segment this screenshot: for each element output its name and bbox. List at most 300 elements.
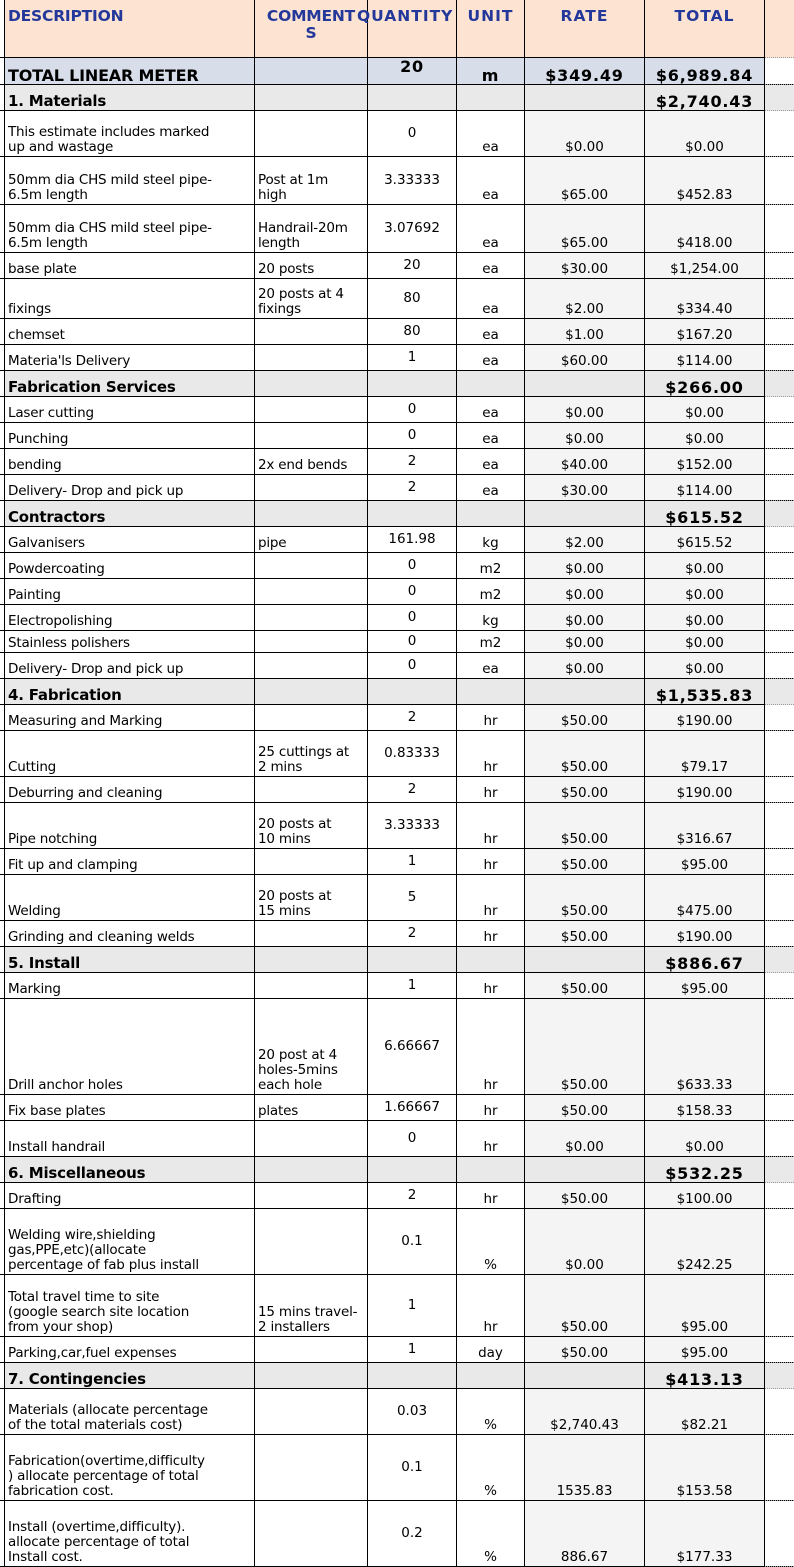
cell-unit[interactable] — [457, 631, 525, 652]
header-unit[interactable] — [457, 0, 525, 57]
cell-total[interactable] — [645, 605, 765, 630]
summary-rate[interactable] — [525, 58, 645, 84]
cell-quantity[interactable] — [368, 679, 457, 704]
cell-quantity[interactable] — [368, 475, 457, 500]
cell-unit[interactable] — [457, 605, 525, 630]
summary-comments[interactable] — [255, 58, 368, 84]
cell-total[interactable] — [645, 1363, 765, 1388]
cell-total[interactable] — [645, 731, 765, 776]
cell-total[interactable] — [645, 501, 765, 526]
cell-quantity[interactable] — [368, 553, 457, 578]
cell-unit-text: m2 — [479, 587, 502, 603]
cell-comments[interactable] — [255, 653, 368, 678]
cell-unit[interactable] — [457, 1209, 525, 1274]
cell-unit[interactable] — [457, 1435, 525, 1500]
cell-quantity[interactable] — [368, 1435, 457, 1500]
cell-quantity-text: 161.98 — [388, 531, 436, 547]
cell-comments[interactable] — [255, 679, 368, 704]
cell-quantity-text: 1 — [407, 1341, 417, 1357]
cell-description[interactable] — [5, 205, 255, 252]
cell-description[interactable] — [5, 279, 255, 318]
header-rate[interactable] — [525, 0, 645, 57]
cell-comments[interactable] — [255, 849, 368, 874]
cell-quantity[interactable] — [368, 921, 457, 946]
cell-rate[interactable] — [525, 553, 645, 578]
cell-quantity[interactable] — [368, 973, 457, 998]
cell-quantity[interactable] — [368, 803, 457, 848]
cell-quantity[interactable] — [368, 1183, 457, 1208]
cell-unit[interactable] — [457, 653, 525, 678]
cell-quantity[interactable] — [368, 205, 457, 252]
cell-description[interactable] — [5, 849, 255, 874]
cell-rate[interactable] — [525, 475, 645, 500]
cell-comments[interactable] — [255, 1435, 368, 1500]
cell-total[interactable] — [645, 111, 765, 156]
cell-rate[interactable] — [525, 631, 645, 652]
cell-rate[interactable] — [525, 1501, 645, 1566]
cell-comments[interactable] — [255, 205, 368, 252]
cell-rate[interactable] — [525, 849, 645, 874]
cell-rate[interactable] — [525, 1157, 645, 1182]
cell-description[interactable] — [5, 803, 255, 848]
cell-rate[interactable] — [525, 999, 645, 1094]
cell-rate-text: $0.00 — [565, 661, 604, 677]
cell-rate[interactable] — [525, 653, 645, 678]
cell-total[interactable] — [645, 705, 765, 730]
cell-total[interactable] — [645, 319, 765, 344]
cell-total[interactable] — [645, 1501, 765, 1566]
cell-quantity[interactable] — [368, 423, 457, 448]
cell-unit[interactable] — [457, 1389, 525, 1434]
cell-rate[interactable] — [525, 1095, 645, 1120]
cell-total[interactable] — [645, 973, 765, 998]
cell-unit[interactable] — [457, 947, 525, 972]
cell-rate[interactable] — [525, 1275, 645, 1336]
cell-rate[interactable] — [525, 679, 645, 704]
cell-rate[interactable] — [525, 501, 645, 526]
cell-comments[interactable] — [255, 397, 368, 422]
cell-unit[interactable] — [457, 397, 525, 422]
summary-description[interactable] — [5, 58, 255, 84]
cell-quantity[interactable] — [368, 605, 457, 630]
header-comments[interactable] — [255, 0, 368, 57]
cell-rate[interactable] — [525, 705, 645, 730]
cell-quantity[interactable] — [368, 875, 457, 920]
cell-description-text: Painting — [8, 587, 61, 603]
cell-rate[interactable] — [525, 527, 645, 552]
header-total[interactable] — [645, 0, 765, 57]
cell-total[interactable] — [645, 1275, 765, 1336]
cell-description[interactable] — [5, 653, 255, 678]
cell-unit[interactable] — [457, 345, 525, 370]
cell-comments[interactable] — [255, 631, 368, 652]
header-description[interactable] — [5, 0, 255, 57]
cell-total[interactable] — [645, 1121, 765, 1156]
cell-unit[interactable] — [457, 501, 525, 526]
cell-total-text: $334.40 — [676, 301, 733, 317]
cell-rate[interactable] — [525, 85, 645, 110]
summary-total[interactable] — [645, 58, 765, 84]
cell-description[interactable] — [5, 731, 255, 776]
cell-total[interactable] — [645, 423, 765, 448]
cell-description[interactable] — [5, 1157, 255, 1182]
cell-description[interactable] — [5, 1095, 255, 1120]
cell-unit[interactable] — [457, 849, 525, 874]
cell-quantity[interactable] — [368, 731, 457, 776]
cell-total[interactable] — [645, 1183, 765, 1208]
cell-unit[interactable] — [457, 803, 525, 848]
cell-comments[interactable] — [255, 1209, 368, 1274]
cell-comments[interactable] — [255, 279, 368, 318]
cell-comments[interactable] — [255, 527, 368, 552]
table-row — [0, 731, 794, 777]
cell-total[interactable] — [645, 921, 765, 946]
cell-description[interactable] — [5, 527, 255, 552]
cell-comments[interactable] — [255, 1337, 368, 1362]
cell-total[interactable] — [645, 527, 765, 552]
cell-total[interactable] — [645, 653, 765, 678]
cell-comments[interactable] — [255, 705, 368, 730]
cell-rate[interactable] — [525, 205, 645, 252]
cell-unit-text: ea — [482, 261, 499, 277]
cell-quantity[interactable] — [368, 1363, 457, 1388]
cell-rate[interactable] — [525, 1209, 645, 1274]
cell-unit[interactable] — [457, 423, 525, 448]
cell-quantity[interactable] — [368, 1157, 457, 1182]
cell-unit-text: hr — [483, 1077, 498, 1093]
cell-unit[interactable] — [457, 705, 525, 730]
cell-comments[interactable] — [255, 253, 368, 278]
cell-total-text: $1,254.00 — [670, 261, 739, 277]
cell-rate[interactable] — [525, 947, 645, 972]
cell-rate[interactable] — [525, 973, 645, 998]
cell-rate[interactable] — [525, 1389, 645, 1434]
cell-comments[interactable] — [255, 921, 368, 946]
cell-unit[interactable] — [457, 553, 525, 578]
cell-total[interactable] — [645, 875, 765, 920]
cell-unit[interactable] — [457, 999, 525, 1094]
cell-description[interactable] — [5, 371, 255, 396]
cell-comments[interactable] — [255, 111, 368, 156]
cell-description-text: 50mm dia CHS mild steel pipe- 6.5m length — [8, 220, 212, 251]
cell-comments[interactable] — [255, 85, 368, 110]
cell-total[interactable] — [645, 679, 765, 704]
cell-unit[interactable] — [457, 371, 525, 396]
cell-unit[interactable] — [457, 731, 525, 776]
cell-rate-text: $50.00 — [560, 831, 609, 847]
cell-comments[interactable] — [255, 553, 368, 578]
cell-total[interactable] — [645, 253, 765, 278]
cell-quantity[interactable] — [368, 253, 457, 278]
cell-rate-text: $0.00 — [565, 561, 604, 577]
cell-unit[interactable] — [457, 1337, 525, 1362]
cell-rate-text: $50.00 — [560, 785, 609, 801]
cell-quantity[interactable] — [368, 777, 457, 802]
cell-comments[interactable] — [255, 157, 368, 204]
cell-comments[interactable] — [255, 605, 368, 630]
cell-rate[interactable] — [525, 579, 645, 604]
cell-rate-text: $50.00 — [560, 1077, 609, 1093]
cell-rate[interactable] — [525, 1337, 645, 1362]
row-tail — [765, 999, 794, 1095]
cell-rate[interactable] — [525, 345, 645, 370]
cell-description[interactable] — [5, 1209, 255, 1274]
cell-total-text: $177.33 — [676, 1549, 733, 1565]
cell-quantity[interactable] — [368, 653, 457, 678]
cell-unit[interactable] — [457, 449, 525, 474]
cell-unit[interactable] — [457, 279, 525, 318]
cell-quantity[interactable] — [368, 371, 457, 396]
cell-description[interactable] — [5, 1435, 255, 1500]
cell-comments[interactable] — [255, 475, 368, 500]
cell-quantity[interactable] — [368, 449, 457, 474]
cell-quantity[interactable] — [368, 1337, 457, 1362]
header-quantity[interactable] — [357, 0, 457, 57]
cell-comments[interactable] — [255, 345, 368, 370]
cell-description[interactable] — [5, 1389, 255, 1434]
cell-comments[interactable] — [255, 1363, 368, 1388]
cell-quantity[interactable] — [368, 527, 457, 552]
cell-description[interactable] — [5, 553, 255, 578]
cell-rate[interactable] — [525, 157, 645, 204]
cell-unit[interactable] — [457, 1157, 525, 1182]
cell-rate[interactable] — [525, 1121, 645, 1156]
cell-comments[interactable] — [255, 501, 368, 526]
cell-comments[interactable] — [255, 875, 368, 920]
cell-quantity-text: 0 — [407, 427, 417, 443]
cell-quantity[interactable] — [368, 279, 457, 318]
cell-total[interactable] — [645, 631, 765, 652]
cell-quantity[interactable] — [368, 849, 457, 874]
cell-description[interactable] — [5, 1275, 255, 1336]
cell-rate[interactable] — [525, 731, 645, 776]
cell-description[interactable] — [5, 1501, 255, 1566]
cell-quantity[interactable] — [368, 1501, 457, 1566]
cell-total[interactable] — [645, 397, 765, 422]
cell-description[interactable] — [5, 111, 255, 156]
cell-description[interactable] — [5, 705, 255, 730]
cell-comments[interactable] — [255, 803, 368, 848]
section-row — [0, 1363, 794, 1389]
summary-unit[interactable] — [457, 58, 525, 84]
cell-total[interactable] — [645, 157, 765, 204]
cell-quantity[interactable] — [368, 319, 457, 344]
cell-total[interactable] — [645, 371, 765, 396]
cell-quantity[interactable] — [368, 1389, 457, 1434]
cell-total[interactable] — [645, 803, 765, 848]
cell-total[interactable] — [645, 85, 765, 110]
cell-comments-text: 20 posts at 4 fixings — [258, 286, 344, 317]
cell-description[interactable] — [5, 1337, 255, 1362]
cell-quantity[interactable] — [368, 1275, 457, 1336]
cell-rate[interactable] — [525, 777, 645, 802]
cell-unit[interactable] — [457, 679, 525, 704]
table-row — [0, 653, 794, 679]
cell-comments[interactable] — [255, 423, 368, 448]
cell-quantity[interactable] — [368, 631, 457, 652]
cell-rate[interactable] — [525, 253, 645, 278]
cell-comments[interactable] — [255, 1121, 368, 1156]
cell-unit[interactable] — [457, 319, 525, 344]
cell-total[interactable] — [645, 999, 765, 1094]
cell-total-text: $100.00 — [676, 1191, 733, 1207]
cell-comments[interactable] — [255, 973, 368, 998]
cell-rate[interactable] — [525, 111, 645, 156]
cell-quantity[interactable] — [368, 947, 457, 972]
cell-unit[interactable] — [457, 475, 525, 500]
cell-description[interactable] — [5, 253, 255, 278]
cell-quantity[interactable] — [368, 85, 457, 110]
cell-quantity[interactable] — [368, 397, 457, 422]
cell-comments[interactable] — [255, 371, 368, 396]
summary-quantity[interactable] — [368, 58, 457, 84]
cell-total[interactable] — [645, 475, 765, 500]
cell-quantity[interactable] — [368, 1121, 457, 1156]
cell-comments[interactable] — [255, 1275, 368, 1336]
cell-quantity[interactable] — [368, 1209, 457, 1274]
cell-comments[interactable] — [255, 1183, 368, 1208]
cell-comments[interactable] — [255, 319, 368, 344]
cell-description[interactable] — [5, 875, 255, 920]
cell-quantity[interactable] — [368, 345, 457, 370]
cell-total[interactable] — [645, 553, 765, 578]
cell-description[interactable] — [5, 631, 255, 652]
cell-description[interactable] — [5, 973, 255, 998]
cell-unit[interactable] — [457, 875, 525, 920]
cell-total[interactable] — [645, 1435, 765, 1500]
cell-unit[interactable] — [457, 205, 525, 252]
cell-description[interactable] — [5, 85, 255, 110]
cell-comments[interactable] — [255, 449, 368, 474]
cell-total[interactable] — [645, 947, 765, 972]
row-tail — [765, 397, 794, 423]
cell-description-text: Contractors — [8, 508, 106, 526]
cell-total[interactable] — [645, 579, 765, 604]
cell-quantity[interactable] — [368, 157, 457, 204]
cell-total[interactable] — [645, 345, 765, 370]
cell-description[interactable] — [5, 501, 255, 526]
cell-description[interactable] — [5, 475, 255, 500]
cell-description[interactable] — [5, 345, 255, 370]
cell-description[interactable] — [5, 157, 255, 204]
cell-unit[interactable] — [457, 527, 525, 552]
cell-comments-text: pipe — [258, 535, 287, 551]
cell-unit[interactable] — [457, 1121, 525, 1156]
cell-quantity[interactable] — [368, 1095, 457, 1120]
cell-description[interactable] — [5, 1363, 255, 1388]
cell-unit-text: ea — [482, 235, 499, 251]
cell-description[interactable] — [5, 579, 255, 604]
cell-unit[interactable] — [457, 85, 525, 110]
table-row — [0, 319, 794, 345]
cell-rate[interactable] — [525, 279, 645, 318]
cell-description[interactable] — [5, 777, 255, 802]
cell-unit[interactable] — [457, 921, 525, 946]
cell-quantity[interactable] — [368, 501, 457, 526]
cell-unit[interactable] — [457, 1501, 525, 1566]
cell-rate[interactable] — [525, 319, 645, 344]
cell-description-text: Drafting — [8, 1191, 62, 1207]
cell-comments[interactable] — [255, 579, 368, 604]
cell-comments[interactable] — [255, 1157, 368, 1182]
cell-total[interactable] — [645, 1209, 765, 1274]
cell-quantity-text: 1 — [407, 1297, 417, 1313]
cell-quantity[interactable] — [368, 705, 457, 730]
cell-rate[interactable] — [525, 921, 645, 946]
cell-description-text: Total travel time to site (google search site location from your shop) — [8, 1289, 190, 1335]
cell-total[interactable] — [645, 1337, 765, 1362]
cell-total[interactable] — [645, 1095, 765, 1120]
cell-unit[interactable] — [457, 1363, 525, 1388]
cell-description[interactable] — [5, 679, 255, 704]
cell-description[interactable] — [5, 999, 255, 1094]
cell-rate[interactable] — [525, 371, 645, 396]
cell-total[interactable] — [645, 1157, 765, 1182]
cell-total[interactable] — [645, 205, 765, 252]
cell-unit[interactable] — [457, 777, 525, 802]
cell-total-text: $0.00 — [685, 587, 724, 603]
cell-description[interactable] — [5, 423, 255, 448]
cell-total[interactable] — [645, 777, 765, 802]
cell-description[interactable] — [5, 397, 255, 422]
cell-description-text: Pipe notching — [8, 831, 98, 847]
cell-comments[interactable] — [255, 947, 368, 972]
cell-description[interactable] — [5, 1121, 255, 1156]
cell-unit[interactable] — [457, 1183, 525, 1208]
row-tail — [765, 319, 794, 345]
cell-unit[interactable] — [457, 111, 525, 156]
cell-description[interactable] — [5, 449, 255, 474]
cell-description[interactable] — [5, 605, 255, 630]
cell-rate[interactable] — [525, 1183, 645, 1208]
cell-comments[interactable] — [255, 731, 368, 776]
cell-rate[interactable] — [525, 423, 645, 448]
cell-unit[interactable] — [457, 973, 525, 998]
cell-quantity[interactable] — [368, 111, 457, 156]
cell-unit[interactable] — [457, 579, 525, 604]
cell-unit[interactable] — [457, 1095, 525, 1120]
cell-comments[interactable] — [255, 1095, 368, 1120]
cell-rate[interactable] — [525, 605, 645, 630]
cell-unit[interactable] — [457, 157, 525, 204]
cell-total[interactable] — [645, 449, 765, 474]
cell-comments[interactable] — [255, 1501, 368, 1566]
cell-unit[interactable] — [457, 1275, 525, 1336]
cell-quantity[interactable] — [368, 579, 457, 604]
cell-description[interactable] — [5, 947, 255, 972]
cell-comments[interactable] — [255, 999, 368, 1094]
cell-rate[interactable] — [525, 803, 645, 848]
cell-rate[interactable] — [525, 875, 645, 920]
cell-rate[interactable] — [525, 1363, 645, 1388]
cell-description[interactable] — [5, 921, 255, 946]
cell-total[interactable] — [645, 1389, 765, 1434]
cell-description[interactable] — [5, 319, 255, 344]
table-row — [0, 397, 794, 423]
cell-total[interactable] — [645, 279, 765, 318]
table-row — [0, 1209, 794, 1275]
cell-comments[interactable] — [255, 1389, 368, 1434]
cell-rate[interactable] — [525, 397, 645, 422]
cell-description[interactable] — [5, 1183, 255, 1208]
cell-unit[interactable] — [457, 253, 525, 278]
cell-total[interactable] — [645, 849, 765, 874]
cell-total-text: $615.52 — [676, 535, 733, 551]
cell-comments[interactable] — [255, 777, 368, 802]
cell-rate[interactable] — [525, 1435, 645, 1500]
cell-quantity[interactable] — [368, 999, 457, 1094]
cell-rate[interactable] — [525, 449, 645, 474]
